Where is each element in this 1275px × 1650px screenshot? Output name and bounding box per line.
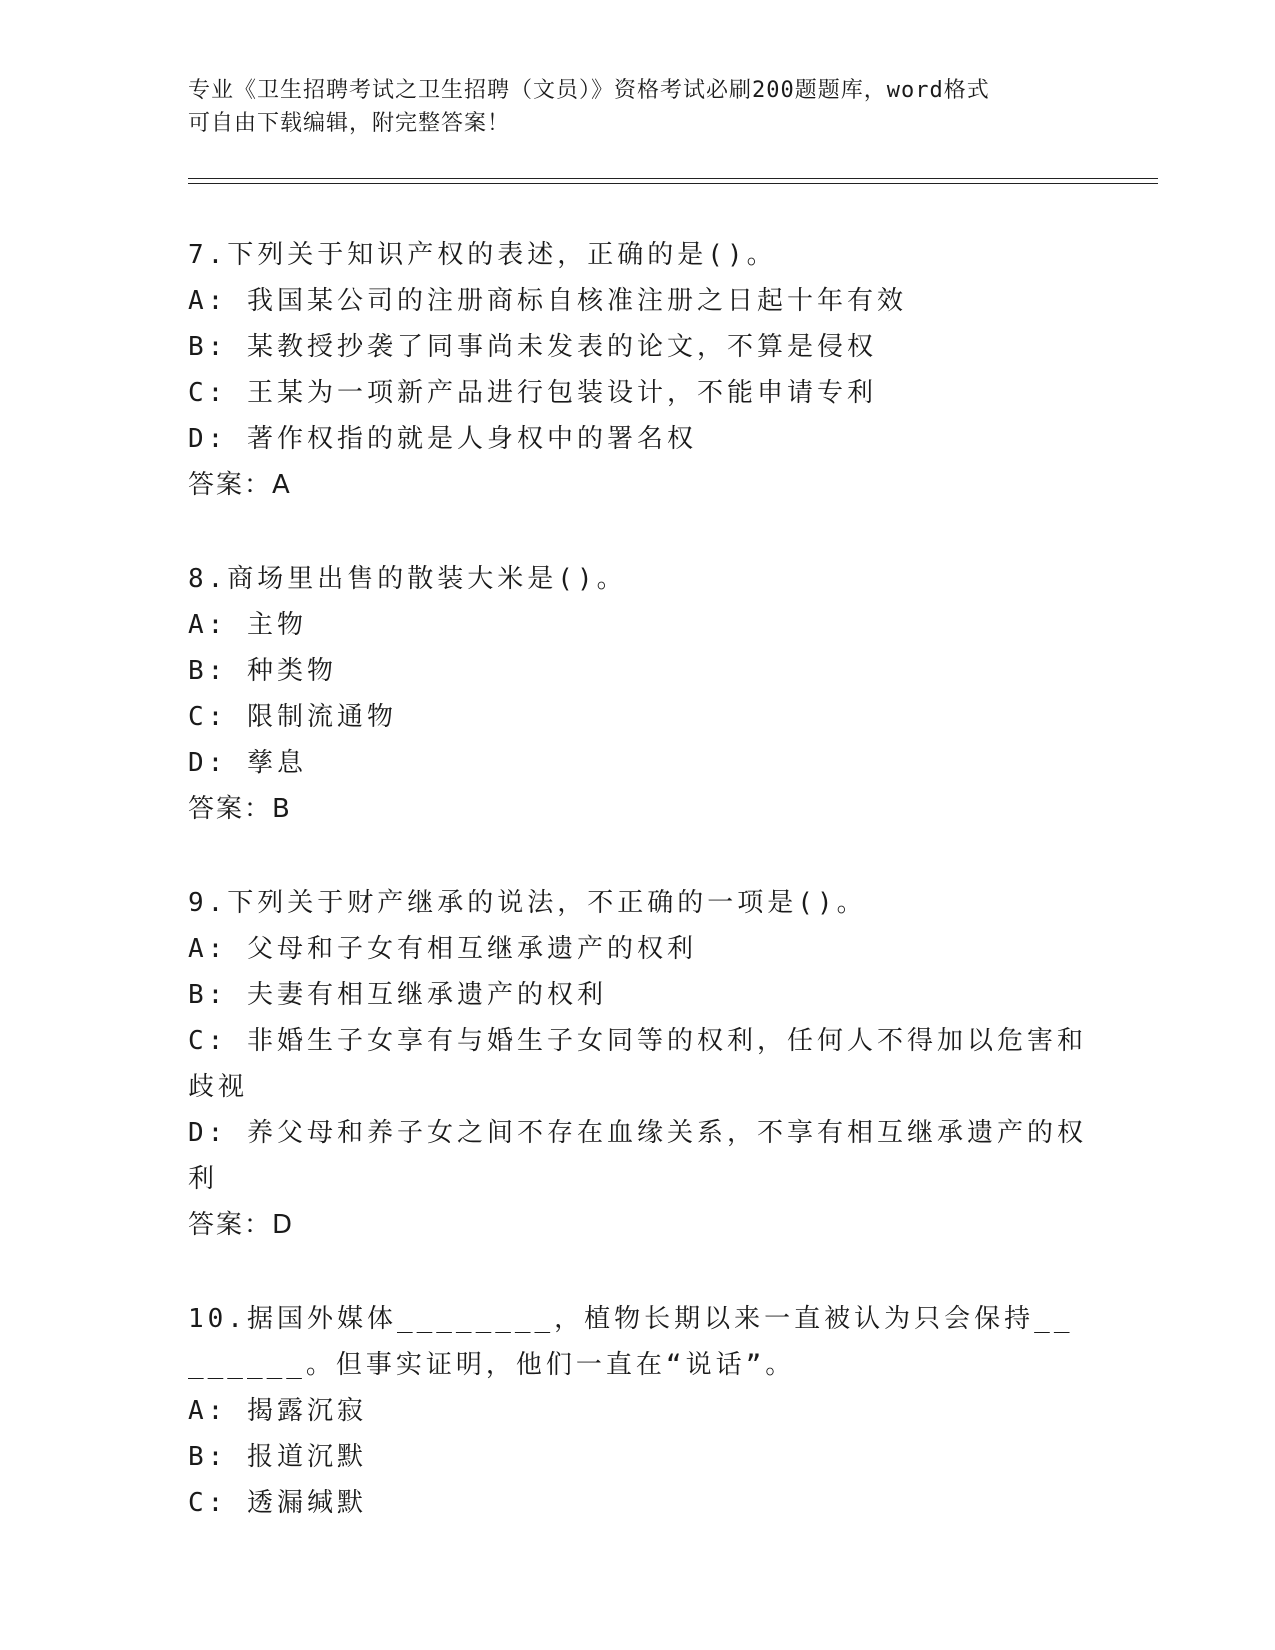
option-d: D: 著作权指的就是人身权中的署名权 [188, 424, 697, 454]
option-c: C: 限制流通物 [188, 702, 397, 732]
question-10 [188, 1296, 1088, 1526]
question-stem: 10.据国外媒体________，植物长期以来一直被认为只会保持________。但事实证明，他们一直在“说话”。 [188, 1304, 1074, 1380]
option-b: B: 种类物 [188, 656, 337, 686]
answer-line: 答案：B [188, 794, 292, 824]
option-c: C: 王某为一项新产品进行包装设计，不能申请专利 [188, 378, 877, 408]
question-stem: 9.下列关于财产继承的说法，不正确的一项是()。 [188, 888, 867, 918]
answer-line: 答案：D [188, 1210, 295, 1240]
option-a: A: 主物 [188, 610, 307, 640]
option-d: D: 养父母和养子女之间不存在血缘关系，不享有相互继承遗产的权利 [188, 1118, 1087, 1194]
question-9 [188, 880, 1088, 1248]
option-a: A: 我国某公司的注册商标自核准注册之日起十年有效 [188, 286, 907, 316]
question-stem: 8.商场里出售的散装大米是()。 [188, 564, 627, 594]
header-divider-bottom [188, 183, 1158, 184]
option-b: B: 夫妻有相互继承遗产的权利 [188, 980, 607, 1010]
question-list [188, 232, 1088, 1574]
option-a: A: 父母和子女有相互继承遗产的权利 [188, 934, 697, 964]
option-c: C: 透漏缄默 [188, 1488, 367, 1518]
header-line-2: 可自由下载编辑，附完整答案！ [188, 111, 511, 136]
option-b: B: 某教授抄袭了同事尚未发表的论文，不算是侵权 [188, 332, 877, 362]
option-a: A: 揭露沉寂 [188, 1396, 367, 1426]
question-8 [188, 556, 1088, 832]
option-c: C: 非婚生子女享有与婚生子女同等的权利，任何人不得加以危害和歧视 [188, 1026, 1087, 1102]
question-stem: 7.下列关于知识产权的表述，正确的是()。 [188, 240, 777, 270]
document-header [188, 74, 1088, 140]
question-7 [188, 232, 1088, 508]
option-b: B: 报道沉默 [188, 1442, 367, 1472]
header-divider-top [188, 178, 1158, 179]
option-d: D: 孳息 [188, 748, 307, 778]
answer-line: 答案：A [188, 470, 292, 500]
header-line-1: 专业《卫生招聘考试之卫生招聘（文员）》资格考试必刷200题题库，word格式 [188, 78, 990, 103]
